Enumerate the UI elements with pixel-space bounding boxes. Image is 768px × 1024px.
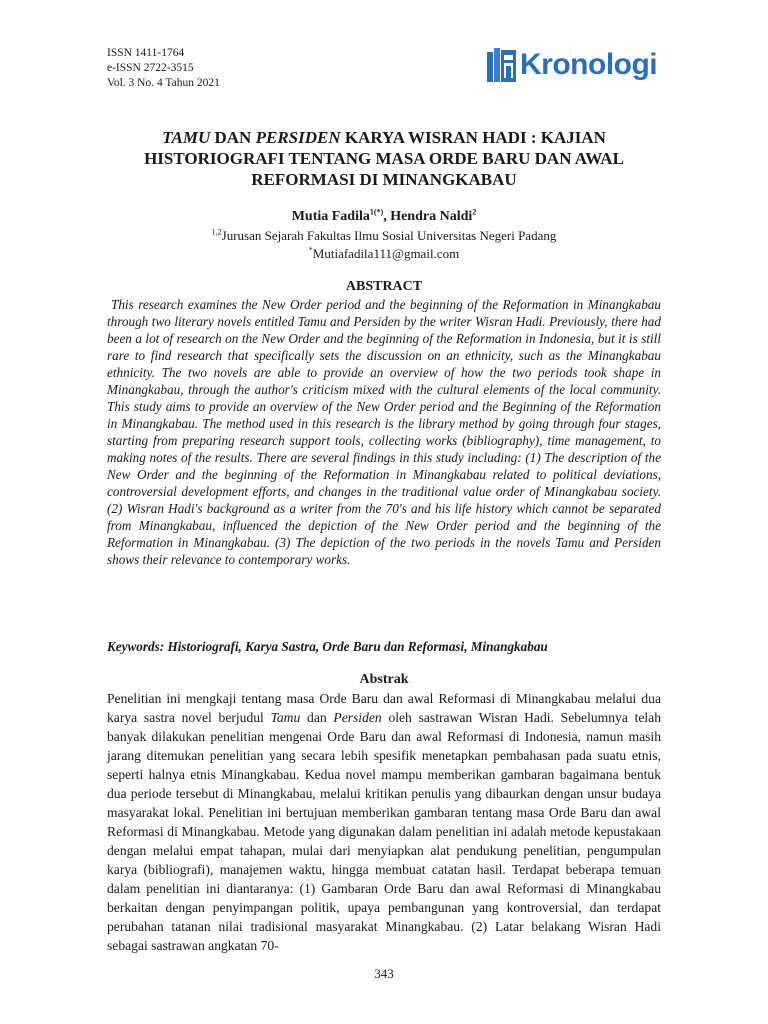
kronologi-logo-icon bbox=[487, 48, 517, 82]
abstract-heading: ABSTRACT bbox=[345, 279, 423, 294]
abstrak-dan: dan bbox=[300, 710, 334, 725]
author-separator: , bbox=[383, 209, 391, 224]
title-persiden: PERSIDEN bbox=[255, 128, 341, 147]
eissn: e-ISSN 2722-3515 bbox=[107, 62, 194, 74]
abstrak-segment-1: Penelitian ini mengkaji tentang masa Orde Baru dan awal Reformasi di Minangkabau melalui dua karya sastra novel berjudul bbox=[107, 691, 661, 725]
title-rest: KARYA WISRAN HADI : KAJIAN HISTORIOGRAFI TENTANG MASA ORDE BARU DAN AWAL REFORMASI DI MINANGKABAU bbox=[144, 128, 624, 189]
author-2: Hendra Naldi bbox=[390, 209, 473, 224]
journal-meta bbox=[107, 46, 220, 91]
journal-logo bbox=[487, 48, 657, 82]
authors bbox=[107, 208, 661, 226]
author-email bbox=[107, 245, 661, 262]
affiliation-sup: 1,2 bbox=[211, 227, 222, 237]
abstrak-persiden: Persiden bbox=[333, 710, 382, 725]
title-dan: DAN bbox=[210, 128, 256, 147]
abstrak-segment-2: oleh sastrawan Wisran Hadi. Sebelumnya telah banyak dilakukan penelitian mengenai Orde Baru dan awal Reformasi di Indonesia, namun masih jarang ditemukan penelitian yang secara lebih spesifik menetapkan pembahasan pada suatu etnis, seperti halnya etnis Minangkabau. Kedua novel mampu memberikan gambaran bagaimana bentuk dua periode tersebut di Minangkabau, melalui kritikan penulis yang dibaurkan dengan unsur budaya masyarakat lokal. Penelitian ini bertujuan memberikan gambaran tentang masa Orde Baru dan awal Reformasi di Minangkabau. Metode yang digunakan dalam penelitian ini adalah metode kepustakaan dengan melalui empat tahapan, mulai dari menyiapkan alat pendukung penelitian, pengumpulan karya (bibliografi), manajemen waktu, hingga membuat catatan hasil. Terdapat beberapa temuan dalam penelitian ini diantaranya: (1) Gambaran Orde Baru dan awal Reformasi di Minangkabau berkaitan dengan penyimpangan politik, upaya pembangunan yang kontroversial, dan terdapat perubahan tatanan nilai tradisional masyarakat Minangkabau. (2) Latar belakang Wisran Hadi sebagai sastrawan angkatan 70- bbox=[107, 710, 661, 953]
title-tamu: TAMU bbox=[162, 128, 211, 147]
email-sup: * bbox=[308, 245, 313, 255]
issn: ISSN 1411-1764 bbox=[107, 47, 185, 59]
volume-info: Vol. 3 No. 4 Tahun 2021 bbox=[107, 77, 220, 89]
keywords: Keywords: Historiografi, Karya Sastra, Orde Baru dan Reformasi, Minangkabau bbox=[107, 639, 548, 654]
author-2-sup: 2 bbox=[472, 207, 477, 217]
author-1: Mutia Fadila bbox=[291, 209, 370, 224]
affiliation-text: Jurusan Sejarah Fakultas Ilmu Sosial Universitas Negeri Padang bbox=[221, 228, 557, 243]
abstract-text: This research examines the New Order period and the beginning of the Reformation in Minangkabau through two literary novels entitled Tamu and Persiden by the writer Wisran Hadi. Previously, there had been a lot of research on the New Order and the beginning of the Reformation in Indonesia, but it is still rare to find research that specifically sets the discussion on an ethnicity, such as the Minangkabau ethnicity. The two novels are able to provide an overview of how the two periods took shape in Minangkabau, through the author's criticism mixed with the cultural elements of the local community. This study aims to provide an overview of the New Order period and the Beginning of the Reformation in Minangkabau. The method used in this research is the library method by going through four stages, starting from preparing research support tools, collecting works (bibliography), time management, to making notes of the results. There are several findings in this study including: (1) The description of the New Order and the beginning of the Reformation in Minangkabau related to political deviations, controversial development efforts, and changes in the traditional value order of Minangkabau society. (2) Wisran Hadi's background as a writer from the 70's and his life history which cannot be separated from Minangkabau, influenced the depiction of the New Order period and the beginning of the Reformation in Minangkabau. (3) The depiction of the two periods in the novels Tamu and Persiden shows their relevance to contemporary works. bbox=[107, 297, 661, 567]
abstrak-heading: Abstrak bbox=[359, 672, 409, 687]
paper-title bbox=[107, 127, 661, 190]
author-1-sup: 1(*) bbox=[369, 207, 384, 217]
page-number: 343 bbox=[374, 966, 394, 981]
email-text: Mutiafadila111@gmail.com bbox=[312, 246, 460, 261]
abstrak-tamu: Tamu bbox=[270, 710, 301, 725]
logo-text: Kronologi bbox=[520, 48, 658, 81]
abstrak-text bbox=[107, 689, 661, 955]
affiliation bbox=[107, 227, 661, 244]
